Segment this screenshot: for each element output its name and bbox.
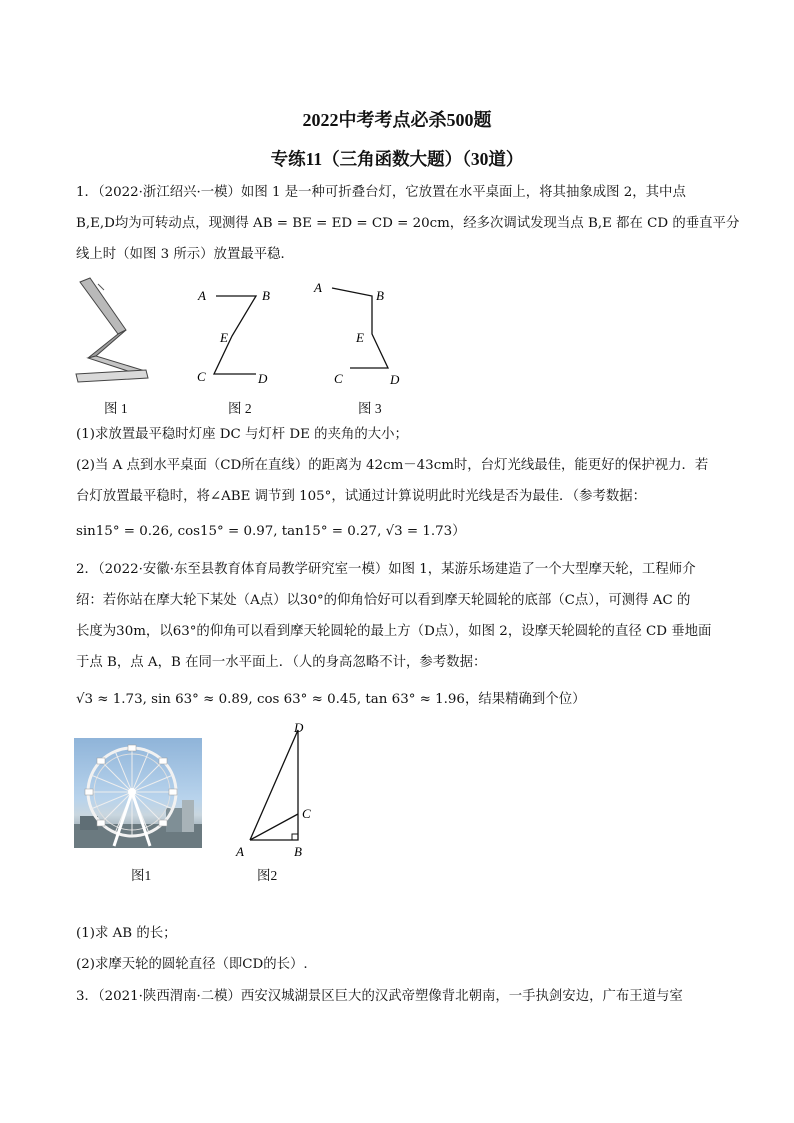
q2-caption-fig1: 图1 [131, 868, 152, 883]
q2-line-1: 2．（2022·安徽·东至县教育体育局教学研究室一模）如图 1，某游乐场建造了一个大型摩天轮，工程师介 [76, 562, 696, 577]
fig2-label-c: C [197, 369, 206, 384]
q1-part-1: (1)求放置最平稳时灯座 DC 与灯杆 DE 的夹角的大小； [76, 427, 408, 442]
fig3-label-b: B [376, 288, 384, 303]
q3-line-1: 3．（2021·陕西渭南·二模）西安汉城湖景区巨大的汉武帝塑像背北朝南，一手执剑安边，广布王道与室 [76, 989, 683, 1004]
q1-caption-fig3: 图 3 [358, 401, 382, 416]
q1-caption-fig2: 图 2 [228, 401, 252, 416]
q2-part-1: (1)求 AB 的长； [76, 926, 177, 941]
q1-figure-3 [310, 276, 410, 388]
fig2-label-d: D [258, 371, 268, 386]
q1-figure-1-lamp [70, 274, 154, 386]
fig2-label-e: E [220, 330, 228, 345]
fig3-label-e: E [356, 330, 364, 345]
fig2-label-b: B [262, 288, 270, 303]
q2-line-4: 于点 B，点 A，B 在同一水平面上．（人的身高忽略不计，参考数据： [76, 655, 487, 670]
q1-caption-fig1: 图 1 [104, 401, 128, 416]
q2-line-3: 长度为30m，以63°的仰角可以看到摩天轮圆轮的最上方（D点），如图 2，设摩天轮圆轮的直径 CD 垂地面 [76, 624, 712, 639]
fig-label-b: B [294, 844, 302, 859]
fig-label-d: D [294, 720, 304, 735]
q2-figure-2 [230, 718, 326, 864]
q2-caption-fig2: 图2 [257, 868, 278, 883]
q2-ferris-wheel-photo [74, 738, 202, 848]
fig-label-c: C [302, 806, 311, 821]
fig3-label-a: A [314, 280, 322, 295]
q2-line-2: 绍：若你站在摩大轮下某处（A点）以30°的仰角恰好可以看到摩天轮圆轮的底部（C点），可测得 AC 的 [76, 593, 691, 608]
q2-part-2: (2)求摩天轮的圆轮直径（即CD的长）. [76, 957, 308, 972]
fig-label-a: A [236, 844, 244, 859]
q1-reference-data: sin15° = 0.26, cos15° = 0.97, tan15° = 0.27, √3 = 1.73） [76, 524, 466, 539]
q1-part-2-line-2: 台灯放置最平稳时，将∠ABE 调节到 105°，试通过计算说明此时光线是否为最佳．（参考数据： [76, 489, 647, 504]
q1-line-1: 1．（2022·浙江绍兴·一模）如图 1 是一种可折叠台灯，它放置在水平桌面上，将其抽象成图 2，其中点 [76, 185, 686, 200]
fig3-label-c: C [334, 371, 343, 386]
fig3-label-d: D [390, 372, 400, 387]
fig2-label-a: A [198, 288, 206, 303]
q1-line-2: B,E,D均为可转动点，现测得 AB = BE = ED = CD = 20cm，经多次调试发现当点 B,E 都在 CD 的垂直平分 [76, 216, 740, 231]
document-subtitle: 专练11（三角函数大题）（30道） [270, 149, 524, 169]
q1-figure-2 [190, 282, 290, 388]
q2-reference-data: √3 ≈ 1.73, sin 63° ≈ 0.89, cos 63° ≈ 0.45, tan 63° ≈ 1.96，结果精确到个位） [76, 692, 586, 707]
document-title: 2022中考考点必杀500题 [302, 110, 492, 130]
q1-line-3: 线上时（如图 3 所示）放置最平稳． [76, 247, 294, 262]
q1-part-2-line-1: (2)当 A 点到水平桌面（CD所在直线）的距离为 42cm－43cm时，台灯光线最佳，能更好的保护视力．若 [76, 458, 709, 473]
